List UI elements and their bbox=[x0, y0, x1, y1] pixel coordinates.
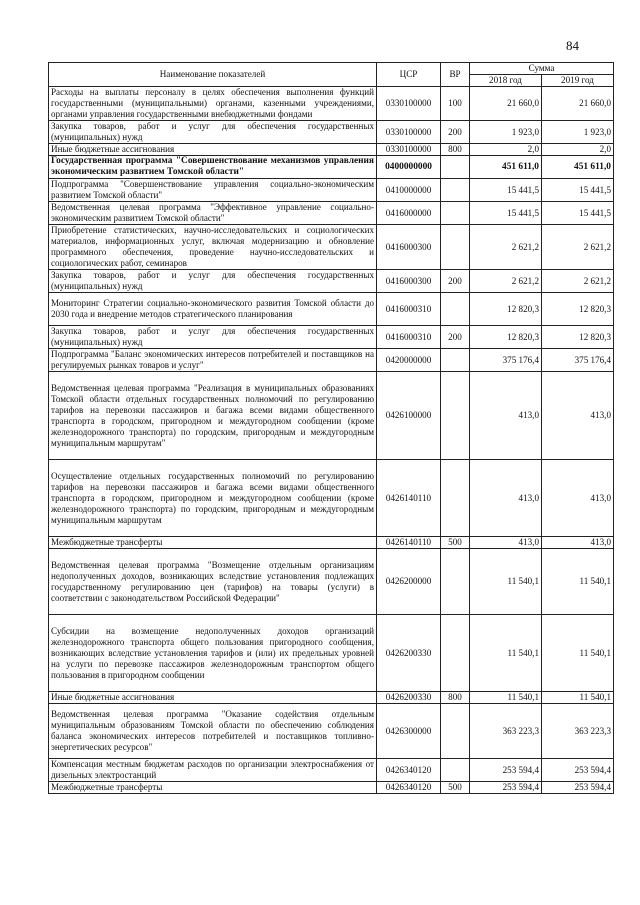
row-vr bbox=[441, 202, 470, 225]
row-sum-2018: 12 820,3 bbox=[470, 326, 542, 349]
row-name: Иные бюджетные ассигнования bbox=[49, 692, 377, 704]
table-row bbox=[49, 144, 614, 156]
row-sum-2019: 413,0 bbox=[542, 460, 614, 537]
row-sum-2019: 21 660,0 bbox=[542, 87, 614, 121]
header-vr: ВР bbox=[441, 63, 470, 87]
table-row bbox=[49, 372, 614, 460]
row-sum-2018: 1 923,0 bbox=[470, 121, 542, 144]
row-name: Субсидии на возмещение недополученных доходов организаций железнодорожного транспорта общего пользования пригородного сообщения, возникающих вследствие установления тарифов и (или) их предельных уровней на услуги по перевозке пассажиров железнодорожным транспортом общего пользования в пригородном сообщении bbox=[49, 615, 377, 692]
table-row bbox=[49, 615, 614, 692]
page-number: 84 bbox=[566, 38, 579, 53]
row-name: Ведомственная целевая программа "Реализация в муниципальных образованиях Томской области отдельных государственных полномочий по регулированию тарифов на перевозки пассажиров и багажа всеми видами общественного транспорта в городском, пригородном и междугородном сообщении (кроме железнодорожного транспорта) по городским, пригородным и междугородным муниципальным маршрутам" bbox=[49, 372, 377, 460]
table-row bbox=[49, 293, 614, 326]
row-sum-2018: 413,0 bbox=[470, 372, 542, 460]
row-vr bbox=[441, 549, 470, 615]
budget-table bbox=[48, 62, 614, 794]
row-vr bbox=[441, 759, 470, 782]
row-vr: 500 bbox=[441, 782, 470, 794]
row-name: Закупка товаров, работ и услуг для обеспечения государственных (муниципальных) нужд bbox=[49, 270, 377, 293]
table-row bbox=[49, 156, 614, 179]
row-vr bbox=[441, 615, 470, 692]
table-row bbox=[49, 270, 614, 293]
table-row bbox=[49, 326, 614, 349]
row-sum-2018: 11 540,1 bbox=[470, 549, 542, 615]
row-sum-2019: 15 441,5 bbox=[542, 202, 614, 225]
row-sum-2018: 253 594,4 bbox=[470, 759, 542, 782]
row-csr: 0426340120 bbox=[377, 782, 441, 794]
row-name: Расходы на выплаты персоналу в целях обеспечения выполнения функций государственными (муниципальными) органами, казенными учреждениями, органами управления государственными внебюджетными фондами bbox=[49, 87, 377, 121]
row-csr: 0420000000 bbox=[377, 349, 441, 372]
row-sum-2018: 11 540,1 bbox=[470, 692, 542, 704]
row-sum-2019: 15 441,5 bbox=[542, 179, 614, 202]
row-csr: 0330100000 bbox=[377, 87, 441, 121]
row-name: Мониторинг Стратегии социально-экономического развития Томской области до 2030 года и внедрение методов стратегического планирования bbox=[49, 293, 377, 326]
row-csr: 0426200330 bbox=[377, 692, 441, 704]
row-vr: 500 bbox=[441, 537, 470, 549]
row-sum-2018: 15 441,5 bbox=[470, 202, 542, 225]
row-sum-2018: 451 611,0 bbox=[470, 156, 542, 179]
row-vr bbox=[441, 372, 470, 460]
row-csr: 0400000000 bbox=[377, 156, 441, 179]
table-row bbox=[49, 349, 614, 372]
row-vr: 800 bbox=[441, 692, 470, 704]
table-body bbox=[49, 87, 614, 794]
row-vr bbox=[441, 225, 470, 270]
row-csr: 0416000300 bbox=[377, 270, 441, 293]
row-csr: 0416000000 bbox=[377, 202, 441, 225]
row-sum-2018: 21 660,0 bbox=[470, 87, 542, 121]
row-vr bbox=[441, 349, 470, 372]
row-csr: 0426140110 bbox=[377, 537, 441, 549]
row-csr: 0330100000 bbox=[377, 144, 441, 156]
table-row bbox=[49, 202, 614, 225]
row-sum-2018: 413,0 bbox=[470, 537, 542, 549]
table-row bbox=[49, 549, 614, 615]
row-sum-2019: 253 594,4 bbox=[542, 759, 614, 782]
row-csr: 0426300000 bbox=[377, 704, 441, 759]
header-year-2018: 2018 год bbox=[470, 75, 542, 87]
row-csr: 0426200000 bbox=[377, 549, 441, 615]
row-sum-2019: 1 923,0 bbox=[542, 121, 614, 144]
row-csr: 0330100000 bbox=[377, 121, 441, 144]
row-csr: 0426200330 bbox=[377, 615, 441, 692]
row-sum-2018: 375 176,4 bbox=[470, 349, 542, 372]
row-name: Закупка товаров, работ и услуг для обеспечения государственных (муниципальных) нужд bbox=[49, 326, 377, 349]
table-row bbox=[49, 460, 614, 537]
table-row bbox=[49, 179, 614, 202]
row-vr: 200 bbox=[441, 270, 470, 293]
row-sum-2019: 11 540,1 bbox=[542, 549, 614, 615]
row-csr: 0416000310 bbox=[377, 326, 441, 349]
row-name: Подпрограмма "Совершенствование управления социально-экономическим развитием Томской области" bbox=[49, 179, 377, 202]
row-vr bbox=[441, 704, 470, 759]
row-name: Подпрограмма "Баланс экономических интересов потребителей и поставщиков на регулируемых рынках товаров и услуг" bbox=[49, 349, 377, 372]
table-row bbox=[49, 692, 614, 704]
row-name: Ведомственная целевая программа "Оказание содействия отдельным муниципальным образованиям Томской области по обеспечению соблюдения баланса экономических интересов потребителей и поставщиков топливно-энергетических ресурсов" bbox=[49, 704, 377, 759]
row-sum-2019: 12 820,3 bbox=[542, 326, 614, 349]
table-row bbox=[49, 225, 614, 270]
header-row bbox=[49, 63, 614, 75]
row-vr bbox=[441, 460, 470, 537]
row-vr bbox=[441, 156, 470, 179]
row-sum-2018: 2,0 bbox=[470, 144, 542, 156]
table-row bbox=[49, 782, 614, 794]
row-csr: 0410000000 bbox=[377, 179, 441, 202]
row-csr: 0416000310 bbox=[377, 293, 441, 326]
row-sum-2018: 413,0 bbox=[470, 460, 542, 537]
row-sum-2019: 363 223,3 bbox=[542, 704, 614, 759]
row-sum-2019: 2 621,2 bbox=[542, 225, 614, 270]
row-sum-2019: 451 611,0 bbox=[542, 156, 614, 179]
row-name: Ведомственная целевая программа "Эффективное управление социально-экономическим развитием Томской области" bbox=[49, 202, 377, 225]
row-csr: 0426100000 bbox=[377, 372, 441, 460]
row-vr bbox=[441, 293, 470, 326]
row-name: Ведомственная целевая программа "Возмещение отдельным организациям недополученных доходов, возникающих вследствие установления подлежащих государственному регулированию цен (тарифов) на товары (услуги) в соответствии с законодательством Российской Федерации" bbox=[49, 549, 377, 615]
row-sum-2018: 253 594,4 bbox=[470, 782, 542, 794]
table-row bbox=[49, 121, 614, 144]
row-sum-2018: 15 441,5 bbox=[470, 179, 542, 202]
row-csr: 0426340120 bbox=[377, 759, 441, 782]
row-sum-2019: 11 540,1 bbox=[542, 692, 614, 704]
row-vr: 200 bbox=[441, 326, 470, 349]
header-name: Наименование показателей bbox=[49, 63, 377, 87]
row-sum-2019: 11 540,1 bbox=[542, 615, 614, 692]
row-sum-2018: 2 621,2 bbox=[470, 225, 542, 270]
row-name: Приобретение статистических, научно-исследовательских и социологических материалов, информационных услуг, включая модернизацию и обновление программного обеспечения, проведение научно-исследовательских и социологических работ, семинаров bbox=[49, 225, 377, 270]
row-sum-2019: 2,0 bbox=[542, 144, 614, 156]
row-sum-2019: 12 820,3 bbox=[542, 293, 614, 326]
header-csr: ЦСР bbox=[377, 63, 441, 87]
row-sum-2018: 12 820,3 bbox=[470, 293, 542, 326]
row-vr: 200 bbox=[441, 121, 470, 144]
row-sum-2018: 2 621,2 bbox=[470, 270, 542, 293]
row-vr: 100 bbox=[441, 87, 470, 121]
row-name: Государственная программа "Совершенствование механизмов управления экономическим развитием Томской области" bbox=[49, 156, 377, 179]
row-sum-2019: 413,0 bbox=[542, 372, 614, 460]
row-name: Иные бюджетные ассигнования bbox=[49, 144, 377, 156]
row-name: Межбюджетные трансферты bbox=[49, 537, 377, 549]
table-row bbox=[49, 87, 614, 121]
row-csr: 0426140110 bbox=[377, 460, 441, 537]
table-row bbox=[49, 537, 614, 549]
row-sum-2019: 413,0 bbox=[542, 537, 614, 549]
row-sum-2019: 253 594,4 bbox=[542, 782, 614, 794]
row-vr: 800 bbox=[441, 144, 470, 156]
row-csr: 0416000300 bbox=[377, 225, 441, 270]
row-name: Осуществление отдельных государственных полномочий по регулированию тарифов на перевозки пассажиров и багажа всеми видами общественного транспорта в городском, пригородном и междугородном сообщении (кроме железнодорожного транспорта) по городским, пригородным и междугородным муниципальным маршрутам bbox=[49, 460, 377, 537]
row-vr bbox=[441, 179, 470, 202]
header-year-2019: 2019 год bbox=[542, 75, 614, 87]
row-name: Межбюджетные трансферты bbox=[49, 782, 377, 794]
row-name: Компенсация местным бюджетам расходов по организации электроснабжения от дизельных электростанций bbox=[49, 759, 377, 782]
row-name: Закупка товаров, работ и услуг для обеспечения государственных (муниципальных) нужд bbox=[49, 121, 377, 144]
table-row bbox=[49, 704, 614, 759]
table-row bbox=[49, 759, 614, 782]
row-sum-2018: 11 540,1 bbox=[470, 615, 542, 692]
header-sum: Сумма bbox=[470, 63, 614, 75]
row-sum-2018: 363 223,3 bbox=[470, 704, 542, 759]
row-sum-2019: 2 621,2 bbox=[542, 270, 614, 293]
row-sum-2019: 375 176,4 bbox=[542, 349, 614, 372]
